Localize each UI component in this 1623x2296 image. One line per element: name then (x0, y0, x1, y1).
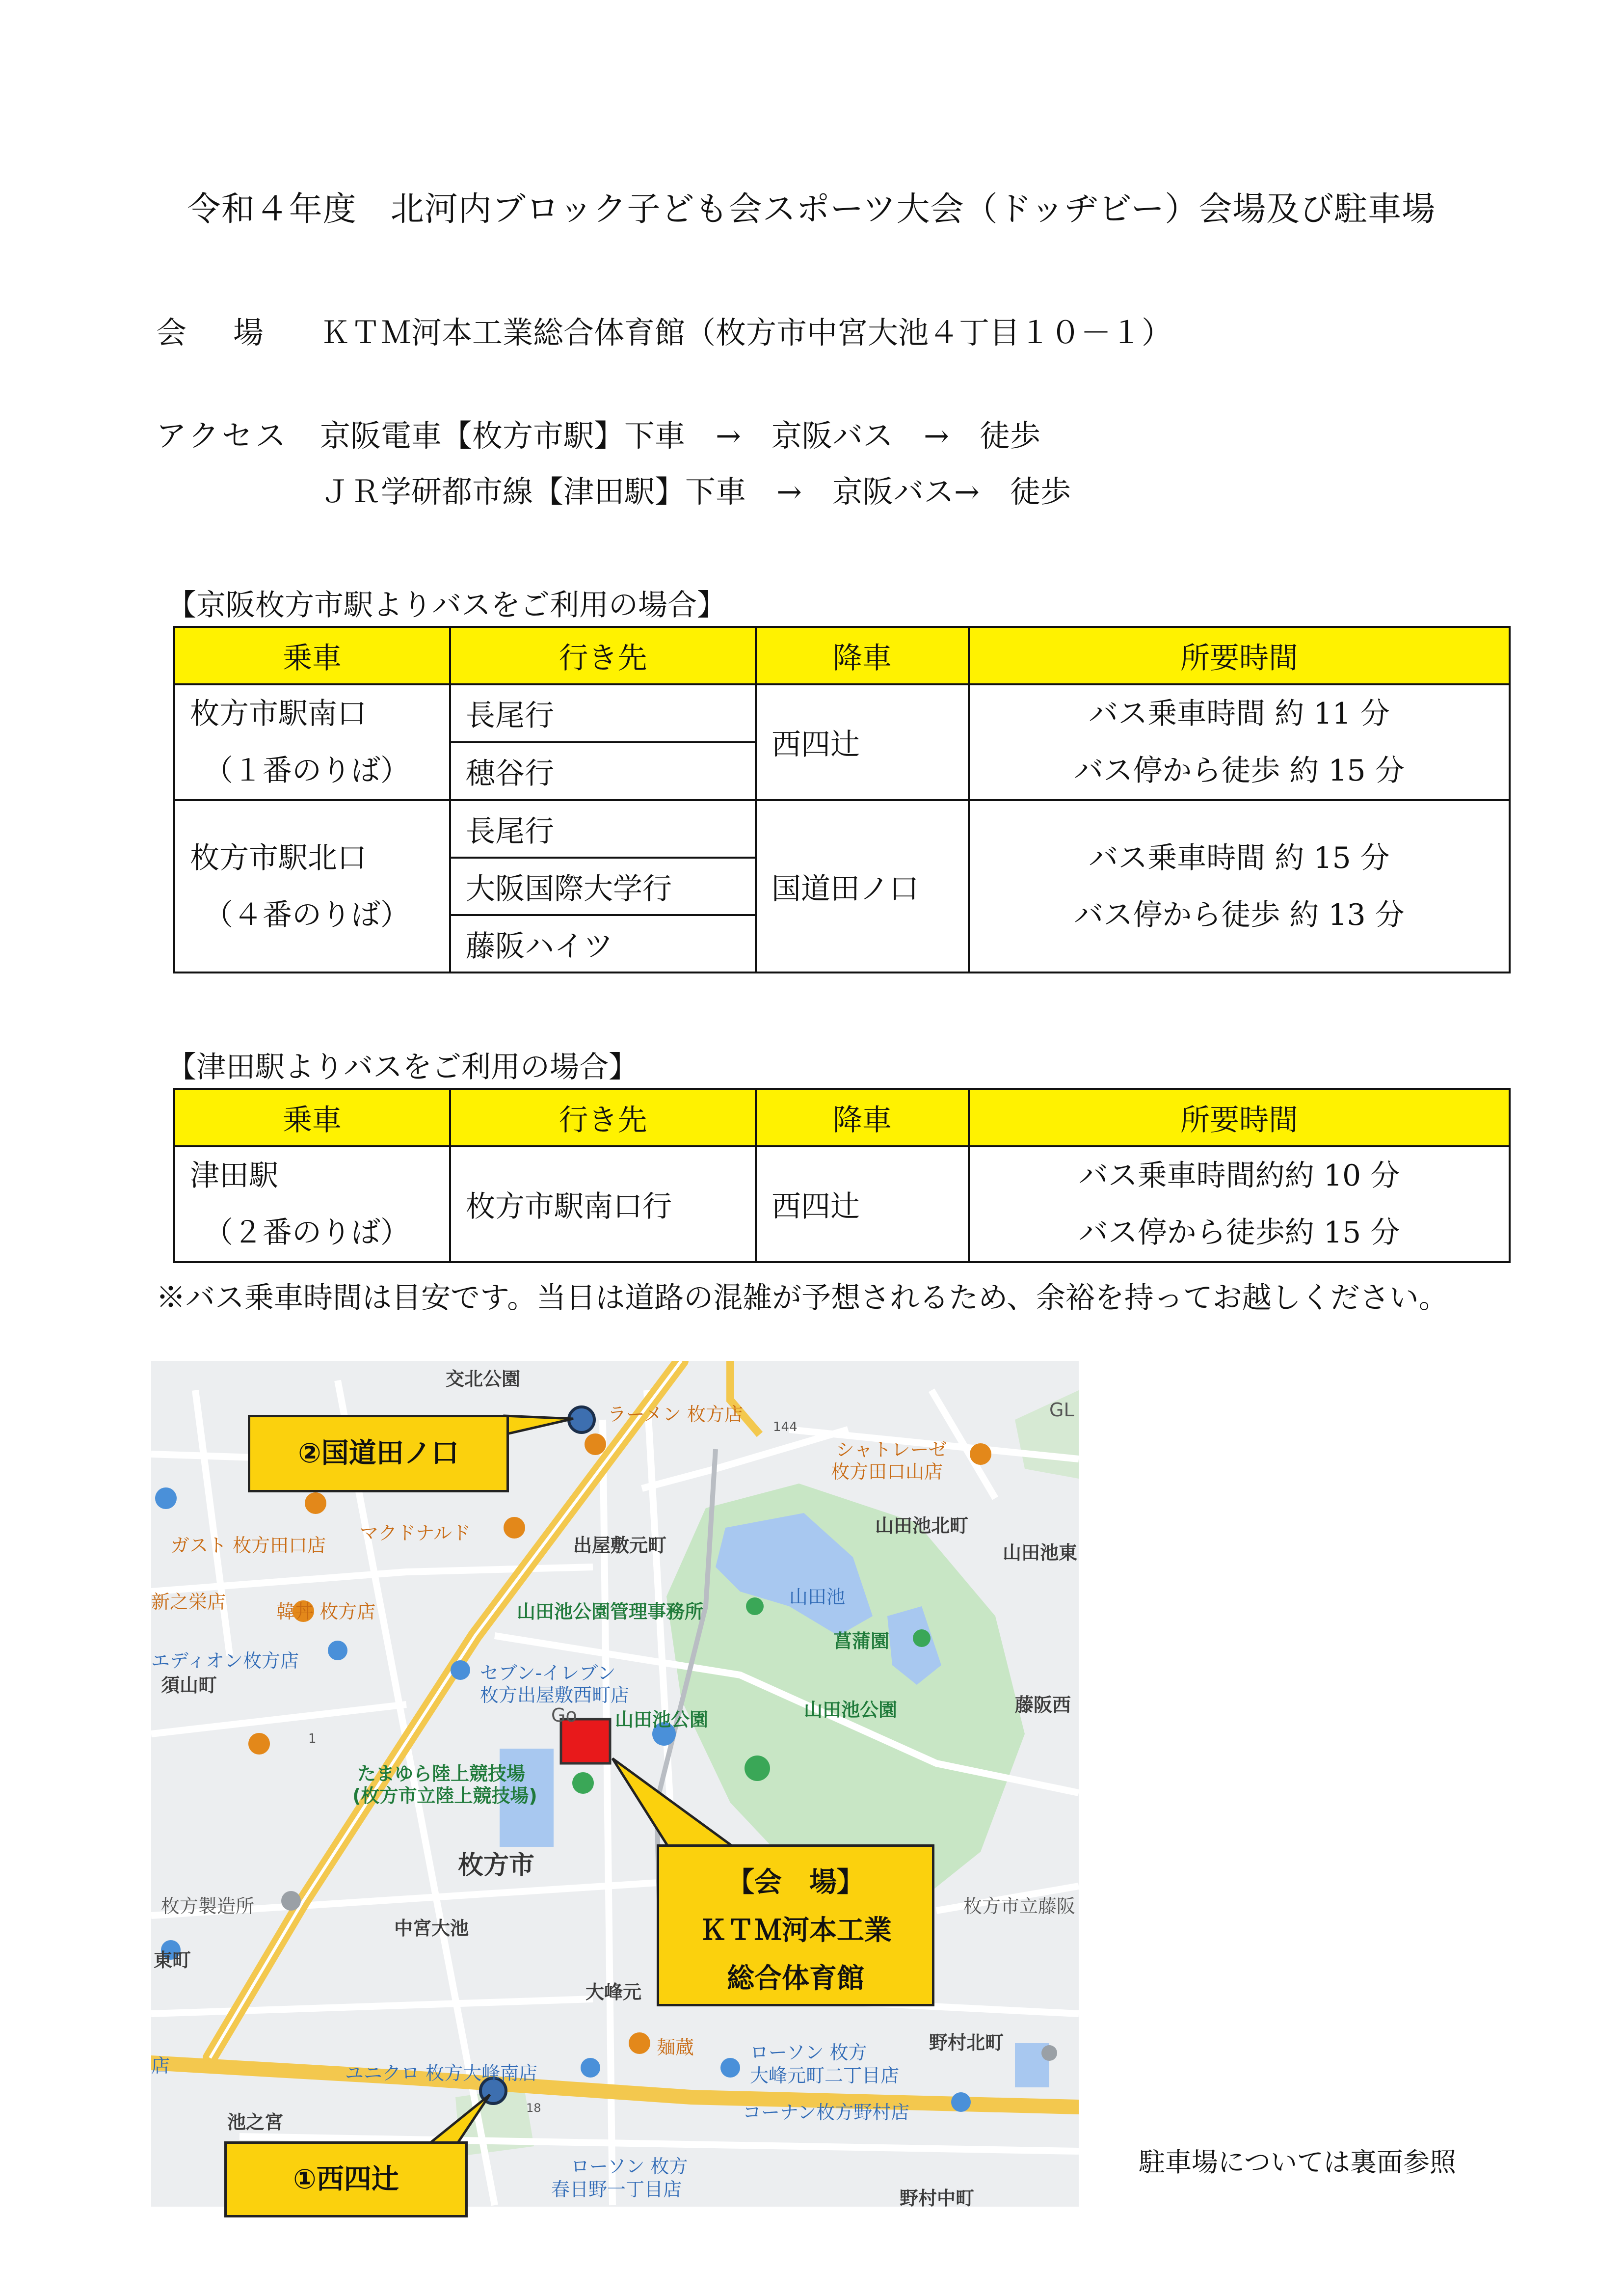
map-label-higashimachi: 東町 (154, 1949, 191, 1971)
kokudo-pointer (505, 1416, 573, 1434)
destination-cell: 長尾行 (450, 800, 756, 858)
pin-se (1041, 2045, 1057, 2061)
mcd-pin (504, 1517, 525, 1539)
destination-cell: 大阪国際大学行 (450, 858, 756, 915)
header-time: 所要時間 (969, 1089, 1510, 1146)
map-label-menyu: 麺蔵 (657, 2037, 694, 2058)
table-row (174, 684, 1510, 742)
page-title: 令和４年度 北河内ブロック子ども会スポーツ大会（ドッヂビー）会場及び駐車場 (187, 190, 1436, 229)
map-label-konan: コーナン枚方野村店 (743, 2102, 910, 2123)
boarding-platform: （１番のりば） (204, 754, 410, 788)
factory-pin (281, 1891, 301, 1911)
ramen-pin (585, 1433, 606, 1455)
map-label-shinnosakae: 新之栄店 (151, 1591, 226, 1613)
alight-cell: 西四辻 (756, 684, 969, 800)
map-label-yamadaike-park: 山田池公園 (804, 1699, 898, 1721)
venue-text: ＫＴＭ河本工業総合体育館（枚方市中宮大池４丁目１０－１） (320, 315, 1172, 351)
ride-time: バス乗車時間 約 15 分 (1089, 840, 1390, 875)
walk-time: バス停から徒歩 約 13 分 (1074, 897, 1405, 932)
callout-kokudo-tanokuchi: ②国道田ノ口 (248, 1415, 509, 1492)
destination-cell: 長尾行 (450, 684, 756, 742)
time-cell (969, 1146, 1510, 1262)
time-cell (969, 684, 1510, 800)
map-label-yamadaike-kita: 山田池北町 (875, 1515, 969, 1537)
section-tsuda-title: 【津田駅よりバスをご利用の場合】 (167, 1050, 638, 1084)
shobuen-pin (913, 1629, 931, 1647)
walk-time: バス停から徒歩 約 15 分 (1074, 754, 1405, 788)
map-label-route18: 18 (526, 2101, 541, 2115)
alight-cell: 国道田ノ口 (756, 800, 969, 972)
map-label-omine: 大峰元 (585, 1981, 642, 2003)
map-label-tamayura-sub: (枚方市立陸上競技場) (352, 1785, 537, 1807)
map-label-yamadaike-e: 山田池東 (1003, 1542, 1078, 1564)
map-label-lawson-kasugano-store: 春日野一丁目店 (551, 2179, 682, 2200)
shop-pin (155, 1487, 177, 1509)
time-cell (969, 800, 1510, 972)
map-label-ikenomiya: 池之宮 (227, 2111, 284, 2133)
map-label-chateraise-store: 枚方田口山店 (831, 1461, 943, 1483)
map-label-nakamiya: 中宮大池 (394, 1918, 469, 1939)
map-label-seizosho: 枚方製造所 (161, 1895, 255, 1917)
map-label-shobuen: 菖蒲園 (833, 1630, 890, 1652)
table-header-row (174, 1089, 1510, 1146)
section-hirakatashi-title: 【京阪枚方市駅よりバスをご利用の場合】 (167, 588, 726, 622)
map-label-suyama: 須山町 (161, 1675, 217, 1696)
gusto-pin (305, 1492, 326, 1514)
food-pin (248, 1733, 270, 1755)
map-label-park-small: 山田池公園 (615, 1709, 709, 1730)
boarding-platform: （４番のりば） (204, 897, 410, 932)
table-row (174, 1146, 1510, 1262)
map-label-seven: セブン-イレブン (480, 1662, 616, 1684)
header-destination: 行き先 (450, 1089, 756, 1146)
uniqlo-pin (581, 2058, 600, 2078)
map-label-edion: エディオン枚方店 (151, 1650, 299, 1672)
lawson-pin (720, 2058, 740, 2078)
map-label-park-go: Go (551, 1704, 577, 1726)
ride-time: バス乗車時間 約 11 分 (1089, 697, 1390, 731)
map-label-gl: GL (1049, 1399, 1074, 1421)
menyu-pin (629, 2032, 650, 2054)
header-destination: 行き先 (450, 627, 756, 684)
bus-time-note: ※バス乗車時間は目安です。当日は道路の混雑が予想されるため、余裕を持ってお越しください。 (156, 1281, 1448, 1315)
tsuda-bus-table (173, 1088, 1511, 1263)
boarding-cell (174, 1146, 450, 1262)
map-label-hirakata: 枚方市 (458, 1851, 535, 1880)
callout-venue-name-2: 総合体育館 (727, 1963, 864, 1995)
boarding-cell (174, 800, 450, 972)
map-label-yamadaike: 山田池 (789, 1586, 846, 1608)
map-label-kanki: 韓丼 枚方店 (276, 1601, 376, 1622)
parking-pin (745, 1756, 770, 1781)
map-label-fujisaka: 藤阪西 (1015, 1694, 1071, 1716)
map-label-mcd: マクドナルド (360, 1522, 471, 1544)
map-label-ramen: ラーメン 枚方店 (608, 1404, 744, 1425)
boarding-platform: （２番のりば） (204, 1216, 410, 1250)
header-alight: 降車 (756, 627, 969, 684)
edion-pin (328, 1641, 347, 1660)
chateraise-pin (970, 1443, 991, 1465)
ride-time: バス乗車時間約約 10 分 (1078, 1159, 1400, 1193)
access-jr: ＪＲ学研都市線【津田駅】下車 → 京阪バス→ 徒歩 (320, 474, 1071, 510)
konan-pin (951, 2092, 971, 2112)
callout-venue-heading: 【会 場】 (727, 1866, 864, 1898)
table-row (174, 800, 1510, 858)
boarding-stop: 枚方市駅南口 (190, 697, 367, 731)
stadium-pin (572, 1772, 594, 1794)
boarding-stop: 枚方市駅北口 (190, 840, 367, 875)
map-label-shiritsu: 枚方市立藤阪 (963, 1895, 1076, 1917)
venue-label: 会場 (156, 315, 311, 351)
parking-note: 駐車場については裏面参照 (1139, 2147, 1456, 2178)
map-label-seven-store: 枚方出屋敷西町店 (480, 1684, 630, 1706)
destination-cell: 穂谷行 (450, 742, 756, 800)
map-label-uniqlo: ユニクロ 枚方大峰南店 (345, 2062, 538, 2084)
map-label-lawson-omine-store: 大峰元町二丁目店 (750, 2065, 900, 2086)
access-keihan: 京阪電車【枚方市駅】下車 → 京阪バス → 徒歩 (320, 418, 1040, 454)
access-label: アクセス (156, 418, 289, 454)
callout-venue (657, 1844, 934, 2006)
map-label-lawson-kasugano: ローソン 枚方 (571, 2156, 688, 2177)
destination-cell: 藤阪ハイツ (450, 915, 756, 972)
map-label-route1: 1 (308, 1731, 317, 1746)
walk-time: バス停から徒歩約 15 分 (1078, 1216, 1400, 1250)
map-label-tamayura: たまゆら陸上競技場 (357, 1763, 526, 1784)
header-boarding: 乗車 (174, 1089, 450, 1146)
map-label-ten: 店 (151, 2055, 170, 2077)
header-time: 所要時間 (969, 627, 1510, 684)
callout-venue-name-1: ＫＴＭ河本工業 (699, 1915, 892, 1946)
header-boarding: 乗車 (174, 627, 450, 684)
map-label-nomura-kita: 野村北町 (929, 2032, 1004, 2053)
boarding-cell (174, 684, 450, 800)
header-alight: 降車 (756, 1089, 969, 1146)
seven-pin (451, 1660, 470, 1680)
alight-cell: 西四辻 (756, 1146, 969, 1262)
map-label-park-office: 山田池公園管理事務所 (517, 1601, 704, 1622)
map-label-demaya: 出屋敷元町 (573, 1535, 667, 1556)
hirakatashi-bus-table (173, 626, 1511, 973)
callout-nishiyotsuji: ①西四辻 (224, 2141, 468, 2217)
map-label-nomura-naka: 野村中町 (900, 2188, 975, 2207)
map-label-chateraise: シャトレーゼ (836, 1439, 947, 1460)
map-label-lawson-omine: ローソン 枚方 (750, 2042, 867, 2063)
park-office-pin (746, 1597, 764, 1615)
table-header-row (174, 627, 1510, 684)
boarding-stop: 津田駅 (190, 1159, 278, 1193)
map-label-route144: 144 (773, 1420, 798, 1434)
map-label-koukita: 交北公園 (446, 1368, 521, 1390)
destination-cell: 枚方市駅南口行 (450, 1146, 756, 1262)
map-label-gusto: ガスト 枚方田口店 (171, 1535, 326, 1556)
